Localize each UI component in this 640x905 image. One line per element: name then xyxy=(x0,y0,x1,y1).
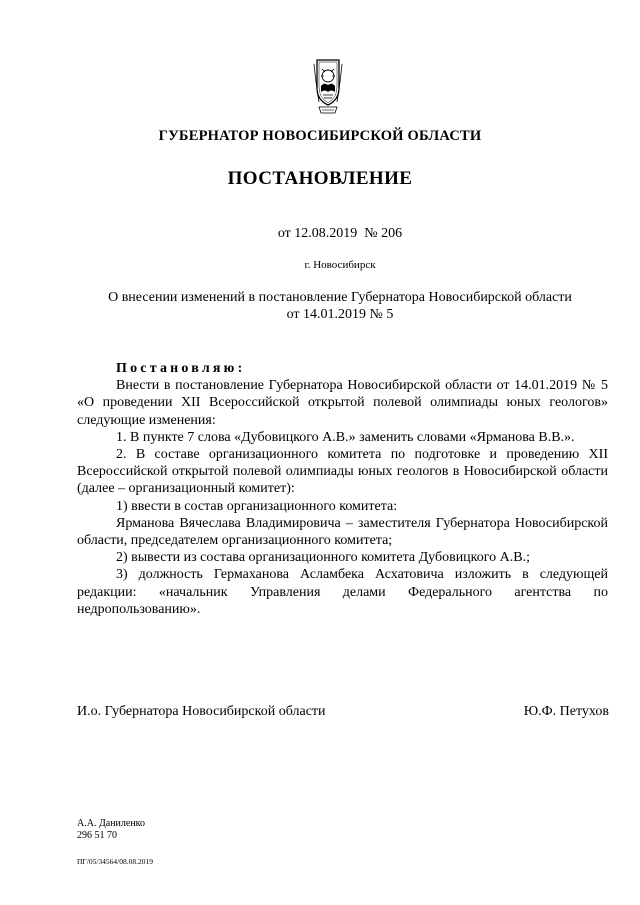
paragraph: 2) вывести из состава организационного комитета Дубовицкого А.В.; xyxy=(116,550,530,566)
paragraph: Внести в постановление Губернатора Новосибирской области от 14.01.2019 № 5 «О проведении XII Всероссийской открытой полевой олимпиады юных геологов» следующие изменения: xyxy=(77,378,608,428)
coat-of-arms-emblem xyxy=(313,58,343,116)
executor-name: А.А. Даниленко xyxy=(77,818,146,829)
city-line: г. Новосибирск xyxy=(304,259,376,271)
date-and-number: от 12.08.2019 № 206 xyxy=(277,226,403,241)
decree-word: Постановляю: xyxy=(116,361,246,376)
paragraph: 1. В пункте 7 слова «Дубовицкого А.В.» заменить словами «Ярманова В.В.». xyxy=(116,429,575,445)
subject-line-1: О внесении изменений в постановление Губернатора Новосибирской области xyxy=(108,290,572,305)
signatory-position: И.о. Губернатора Новосибирской области xyxy=(77,704,326,719)
subject-line-2: от 14.01.2019 № 5 xyxy=(286,307,394,322)
paragraph: Ярманова Вячеслава Владимировича – заместителя Губернатора Новосибирской области, председателем организационного комитета; xyxy=(77,515,608,549)
document-body xyxy=(77,360,608,618)
issuing-authority: ГУБЕРНАТОР НОВОСИБИРСКОЙ ОБЛАСТИ xyxy=(158,128,482,144)
registration-number: ПГ/05/34564/08.08.2019 xyxy=(77,857,154,866)
document-type-title: ПОСТАНОВЛЕНИЕ xyxy=(227,168,413,189)
paragraph: 3) должность Гермаханова Асламбека Асхатовича изложить в следующей редакции: «начальник Управления делами Федерального агентства по недропользованию». xyxy=(77,567,608,617)
paragraph: 2. В составе организационного комитета по подготовке и проведению XII Всероссийской открытой полевой олимпиады юных геологов в Новосибирской области (далее – организационный комитет): xyxy=(77,447,608,497)
paragraph: 1) ввести в состав организационного комитета: xyxy=(116,498,398,514)
executor-phone: 296 51 70 xyxy=(77,830,117,841)
document-subject xyxy=(0,289,640,323)
signatory-name: Ю.Ф. Петухов xyxy=(523,704,609,719)
